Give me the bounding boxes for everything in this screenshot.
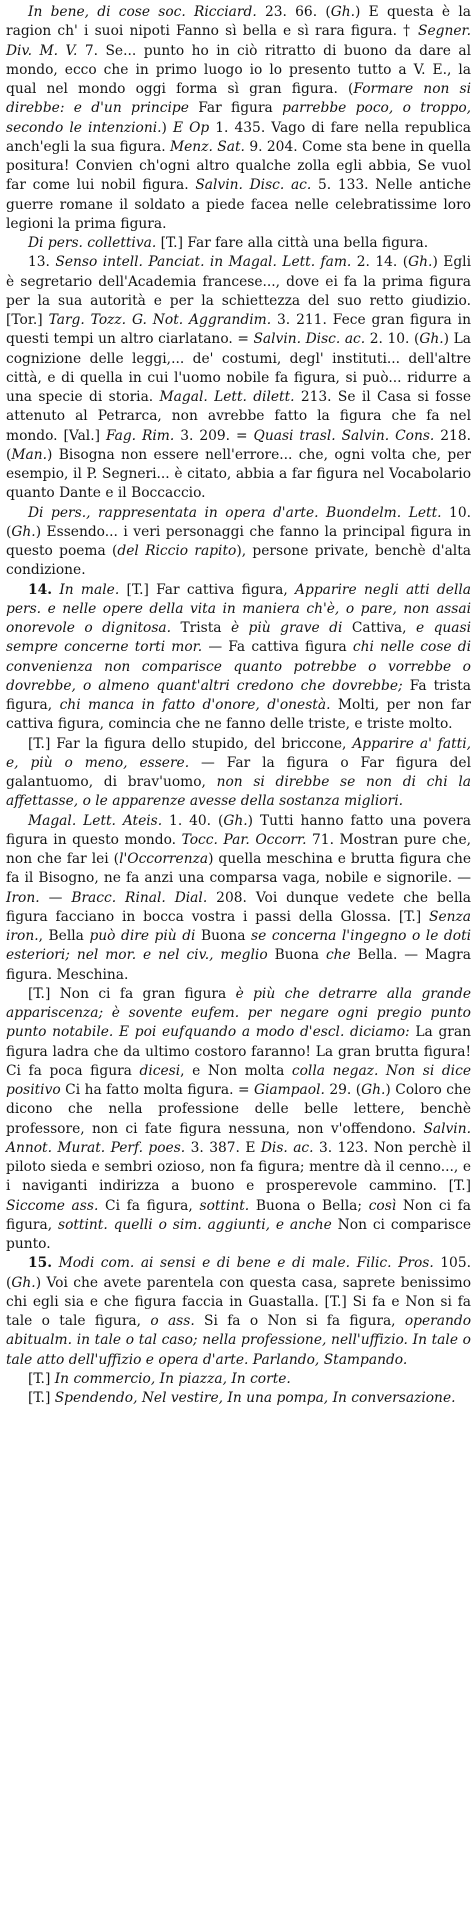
entry-paragraph: Magal. Lett. Ateis. 1. 40. (Gh.) Tutti hanno fatto una povera figura in questo mondo. Tocc. Par. Occorr. 71. Mostran pure che, non che far lei (l'Occorrenza) quella meschina e brutta figura che fa il Bisogno, ne fa anzi una comparsa vaga, nobile e signorile. — Iron. — Bracc. Rinal. Dial. 208. Voi dunque vedete che bella figura facciano in bocca vostra i passi della Glossa. [T.] Senza iron., Bella può dire più di Buona se concerna l'ingegno o le doti esteriori; nel mor. e nel civ., meglio Buona che Bella. — Magra figura. Meschina. [6,812,472,983]
entry-paragraph: [T.] Spendendo, Nel vestire, In una pompa, In conversazione. [28,1390,456,1406]
entry-paragraph: In bene, di cose soc. Ricciard. 23. 66. (Gh.) E questa è la ragion ch' i suoi nipoti Fanno sì bella e sì rara figura. † Segner. Div. M. V. 7. Se... punto ho in ciò ritratto di buono da dare al mondo, ecco che in primo luogo io lo presento tutto a V. E., la qual nel mondo oggi forma sì gran figura. (Formare non si direbbe: e d'un principe Far figura parrebbe poco, o troppo, secondo le intenzioni.) E Op 1. 435. Vago di fare nella republica anch'egli la sua figura. Menz. Sat. 9. 204. Come sta bene in quella positura! Convien ch'ogni altro qualche zolla egli abbia, Se vuol far come lui nobil figura. Salvin. Disc. ac. 5. 133. Nelle antiche guerre romane il soldato a piede facea nelle celebratissime loro legioni la prima figura. [6,4,472,232]
entry-paragraph: Di pers. collettiva. [T.] Far fare alla città una bella figura. [28,235,429,251]
entry-paragraph: [T.] In commercio, In piazza, In corte. [28,1370,291,1387]
entry-paragraph: [T.] Far la figura dello stupido, del briccone, Apparire a' fatti, e, più o meno, essere. — Far la figura o Far figura del galantuomo, di brav'uomo, non si direbbe se non di chi la affettasse, o le apparenze avesse della sostanza migliori. [6,735,471,810]
sense-14-paragraph: 14. In male. [T.] Far cattiva figura, Apparire negli atti della pers. e nelle opere della vita in maniera ch'è, o pare, non assai onorevole o dignitosa. Trista è più grave di Cattiva, e quasi sempre concerne torti mor. — Fa cattiva figura chi nelle cose di convenienza non comparisce quanto potrebbe o vorrebbe o dovrebbe, o almeno quant'altri credono che dovrebbe; Fa trista figura, chi manca in fatto d'onore, d'onestà. Molti, per non far cattiva figura, comincia che ne fanno delle triste, e triste molto. [6,581,472,733]
entry-paragraph: Di pers., rappresentata in opera d'arte. Buondelm. Lett. 10. (Gh.) Essendo... i veri personaggi che fanno la principal figura in questo poema (del Riccio rapito), persone private, benchè d'alta condizione. [6,504,471,579]
sense-15-paragraph: 15. Modi com. ai sensi e di bene e di male. Filic. Pros. 105. (Gh.) Voi che avete parentela con questa casa, saprete benissimo chi egli sia e che figura faccia in Guastalla. [T.] Si fa e Non si fa tale o tale figura, o ass. Si fa o Non si fa figura, operando abitualm. in tale o tal caso; nella professione, nell'uffizio. In tale o tale atto dell'uffizio e opera d'arte. Parlando, Stampando. [6,1255,472,1368]
sense-13-paragraph: 13. Senso intell. Panciat. in Magal. Lett. fam. 2. 14. (Gh.) Egli è segretario dell'Academia francese..., dove ei fa la prima figura per la sua autorità e per la schiettezza del suo retto giudizio. [Tor.] Targ. Tozz. G. Not. Aggrandim. 3. 211. Fece gran figura in questi tempi un altro ciarlatano. = Salvin. Disc. ac. 2. 10. (Gh.) La cognizione delle leggi,... de' costumi, degl' instituti... dell'altre città, e di quella in cui l'uomo nobile fa figura, si può... ridurre a una specie di storia. Magal. Lett. dilett. 213. Se il Casa si fosse attenuto al Petrarca, non avrebbe fatto la figura che fa nel mondo. [Val.] Fag. Rim. 3. 209. = Quasi trasl. Salvin. Cons. 218. (Man.) Bisogna non essere nell'errore... che, ogni volta che, per esempio, il P. Segneri... è citato, abbia a far figura nel Vocabolario quanto Dante e il Boccaccio. [6,254,472,502]
entry-paragraph: [T.] Non ci fa gran figura è più che detrarre alla grande appariscenza; è sovente eufem. per negare ogni pregio punto punto notabile. E poi eufquando a modo d'escl. diciamo: La gran figura ladra che da ultimo costoro faranno! La gran brutta figura! Ci fa poca figura dicesi, e Non molta colla negaz. Non si dice positivo Ci ha fatto molta figura. = Giampaol. 29. (Gh.) Coloro che dicono che nella professione delle belle lettere, benchè professore, non ci fate figura nessuna, non v'offendono. Salvin. Annot. Murat. Perf. poes. 3. 387. E Dis. ac. 3. 123. Non perchè il piloto sieda e sembri ozioso, non fa figura; mentre dà il cenno..., e i naviganti indirizza a buono e prosperevole cammino. [T.] Siccome ass. Ci fa figura, sottint. Buona o Bella; così Non ci fa figura, sottint. quelli o sim. aggiunti, e anche Non ci comparisce punto. [6,985,472,1252]
